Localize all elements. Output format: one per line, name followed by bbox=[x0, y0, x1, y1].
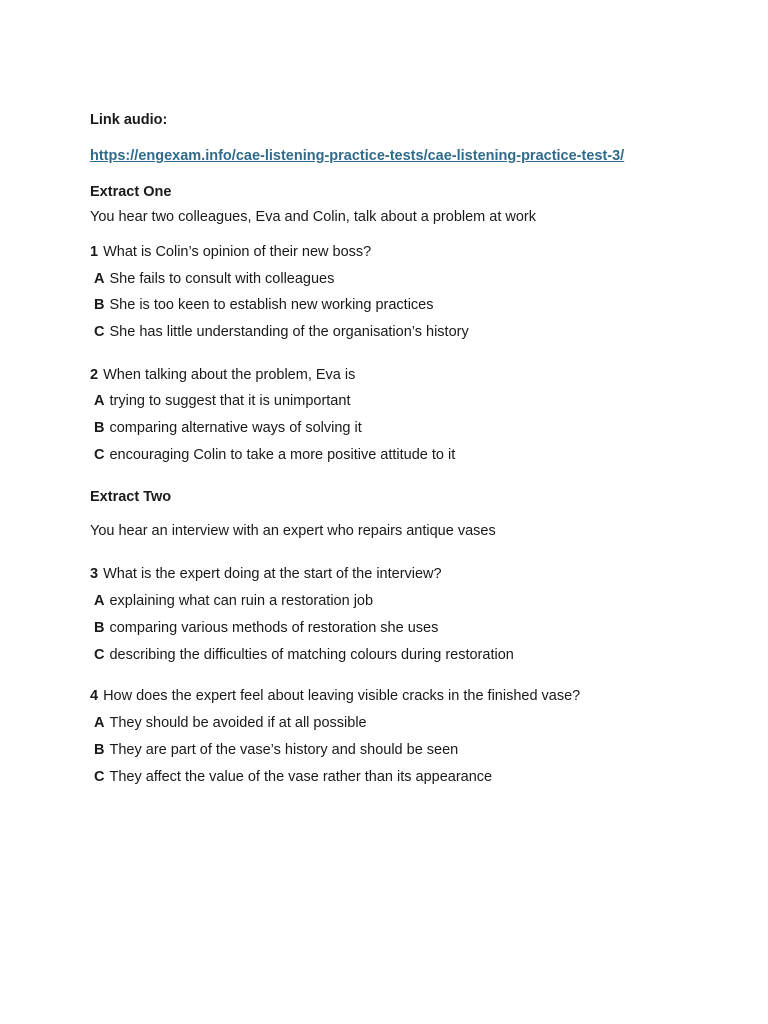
option-3b bbox=[94, 619, 438, 637]
option-4a bbox=[94, 714, 367, 732]
extract-one-title: Extract One bbox=[90, 184, 172, 200]
option-letter: B bbox=[94, 420, 105, 436]
option-letter: A bbox=[94, 271, 105, 287]
option-letter: C bbox=[94, 324, 105, 340]
option-1b bbox=[94, 296, 434, 314]
audio-link[interactable]: https://engexam.info/cae-listening-practice-tests/cae-listening-practice-test-3/ bbox=[90, 148, 625, 164]
option-2b bbox=[94, 419, 362, 437]
option-letter: B bbox=[94, 620, 105, 636]
option-letter: A bbox=[94, 393, 105, 409]
option-letter: A bbox=[94, 715, 105, 731]
question-text: When talking about the problem, Eva is bbox=[103, 367, 356, 383]
question-number: 4 bbox=[90, 688, 99, 704]
question-3 bbox=[90, 565, 442, 583]
question-text: How does the expert feel about leaving visible cracks in the finished vase? bbox=[103, 688, 581, 704]
question-2 bbox=[90, 366, 355, 384]
option-letter: B bbox=[94, 742, 105, 758]
option-4c bbox=[94, 768, 492, 786]
option-1c bbox=[94, 323, 469, 341]
extract-one-intro: You hear two colleagues, Eva and Colin, talk about a problem at work bbox=[90, 209, 537, 225]
extract-two-intro: You hear an interview with an expert who repairs antique vases bbox=[90, 523, 496, 539]
question-number: 3 bbox=[90, 566, 99, 582]
option-text: They are part of the vase’s history and should be seen bbox=[109, 742, 459, 758]
option-text: They should be avoided if at all possible bbox=[109, 715, 367, 731]
question-text: What is the expert doing at the start of the interview? bbox=[103, 566, 442, 582]
option-3a bbox=[94, 592, 373, 610]
question-text: What is Colin’s opinion of their new boss? bbox=[103, 244, 372, 260]
option-letter: C bbox=[94, 647, 105, 663]
option-3c bbox=[94, 646, 514, 664]
option-2a bbox=[94, 392, 350, 410]
option-text: describing the difficulties of matching colours during restoration bbox=[109, 647, 514, 663]
option-text: comparing various methods of restoration she uses bbox=[109, 620, 439, 636]
option-text: She has little understanding of the organisation’s history bbox=[109, 324, 469, 340]
option-text: trying to suggest that it is unimportant bbox=[109, 393, 351, 409]
option-text: encouraging Colin to take a more positive attitude to it bbox=[109, 447, 456, 463]
extract-two-title: Extract Two bbox=[90, 489, 172, 505]
option-letter: C bbox=[94, 447, 105, 463]
option-2c bbox=[94, 446, 455, 464]
option-text: comparing alternative ways of solving it bbox=[109, 420, 362, 436]
option-text: She fails to consult with colleagues bbox=[109, 271, 335, 287]
option-4b bbox=[94, 741, 458, 759]
question-1 bbox=[90, 243, 371, 261]
option-letter: C bbox=[94, 769, 105, 785]
option-letter: A bbox=[94, 593, 105, 609]
option-text: She is too keen to establish new working practices bbox=[109, 297, 434, 313]
link-audio-label: Link audio: bbox=[90, 112, 168, 128]
option-letter: B bbox=[94, 297, 105, 313]
option-text: They affect the value of the vase rather than its appearance bbox=[109, 769, 493, 785]
question-number: 2 bbox=[90, 367, 99, 383]
question-4 bbox=[90, 687, 580, 705]
question-number: 1 bbox=[90, 244, 99, 260]
option-1a bbox=[94, 270, 334, 288]
option-text: explaining what can ruin a restoration job bbox=[109, 593, 374, 609]
